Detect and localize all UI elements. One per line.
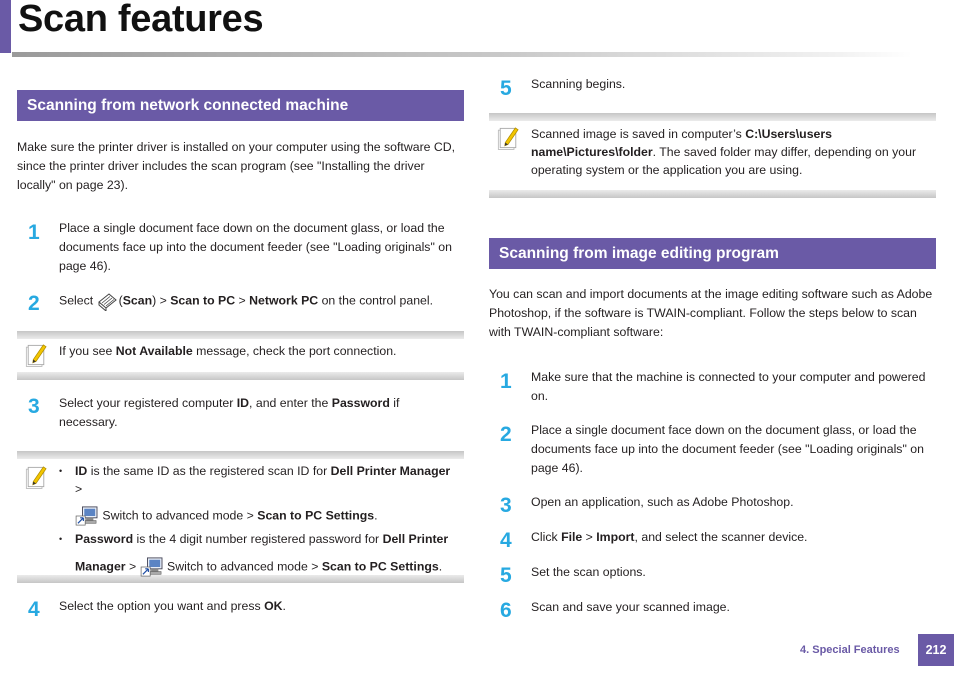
page-title: Scan features bbox=[18, 0, 264, 40]
note-icon bbox=[25, 342, 47, 368]
scan-icon bbox=[97, 291, 119, 311]
step-number-1: 1 bbox=[28, 221, 40, 244]
step-4-text: Click File > Import, and select the scanner device. bbox=[531, 530, 808, 544]
step-number-2: 2 bbox=[28, 292, 40, 315]
step-number-3: 3 bbox=[28, 395, 40, 418]
note-not-available: If you see Not Available message, check the port connection. bbox=[17, 331, 464, 380]
title-accent-bar bbox=[0, 0, 11, 53]
step-number-3: 3 bbox=[500, 494, 512, 517]
note-bullet-password: • Password is the 4 digit number registered password for Dell Printer Manager > Switch to advanced mode > Scan to PC Settings. bbox=[59, 530, 459, 577]
step-5-text: Scanning begins. bbox=[531, 77, 626, 91]
step-3-text: Select your registered computer ID, and enter the Password if necessary. bbox=[59, 396, 400, 429]
section-heading-network: Scanning from network connected machine bbox=[17, 90, 464, 121]
step-3-text: Open an application, such as Adobe Photoshop. bbox=[531, 495, 794, 509]
step-number-4: 4 bbox=[28, 598, 40, 621]
section-heading-image-editing: Scanning from image editing program bbox=[489, 238, 936, 269]
note-id-password bbox=[17, 451, 464, 583]
step-2-text: Select (Scan) > Scan to PC > Network PC on the control panel. bbox=[59, 291, 467, 311]
page-number: 212 bbox=[918, 634, 954, 666]
step-2-text: Place a single document face down on the document glass, or load the documents face up into the document feeder (see "Loading originals" on page 46). bbox=[531, 423, 924, 475]
note-icon bbox=[497, 125, 519, 151]
dell-printer-manager-icon bbox=[75, 506, 99, 526]
step-number-1: 1 bbox=[500, 370, 512, 393]
step-6-text: Scan and save your scanned image. bbox=[531, 600, 730, 614]
footer-chapter-label: 4. Special Features bbox=[800, 644, 900, 656]
step-number-5: 5 bbox=[500, 564, 512, 587]
note-bullet-id: • ID is the same ID as the registered scan ID for Dell Printer Manager > Switch to advanced mode > Scan to PC Settings. bbox=[59, 462, 459, 526]
note-saved-folder: Scanned image is saved in computer’s C:\Users\users name\Pictures\folder. The saved folder may differ, depending on your operating system or the application you are using. bbox=[489, 113, 936, 198]
step-number-6: 6 bbox=[500, 599, 512, 622]
intro-image-editing: You can scan and import documents at the image editing software such as Adobe Photoshop, if the software is TWAIN-compliant. Follow the steps below to scan with TWAIN-compliant software: bbox=[489, 287, 933, 339]
step-5-text: Set the scan options. bbox=[531, 565, 646, 579]
step-1-text: Make sure that the machine is connected to your computer and powered on. bbox=[531, 370, 926, 403]
note-icon bbox=[25, 464, 47, 490]
intro-network: Make sure the printer driver is installed on your computer using the software CD, since the printer driver includes the scan program (see "Installing the driver locally" on page 23). bbox=[17, 140, 456, 192]
step-4-text: Select the option you want and press OK. bbox=[59, 599, 286, 613]
step-number-2: 2 bbox=[500, 423, 512, 446]
step-number-5: 5 bbox=[500, 77, 512, 100]
title-rule bbox=[12, 52, 912, 57]
step-1-text: Place a single document face down on the document glass, or load the documents face up into the document feeder (see "Loading originals" on page 46). bbox=[59, 221, 452, 273]
dell-printer-manager-icon bbox=[140, 557, 164, 577]
step-number-4: 4 bbox=[500, 529, 512, 552]
